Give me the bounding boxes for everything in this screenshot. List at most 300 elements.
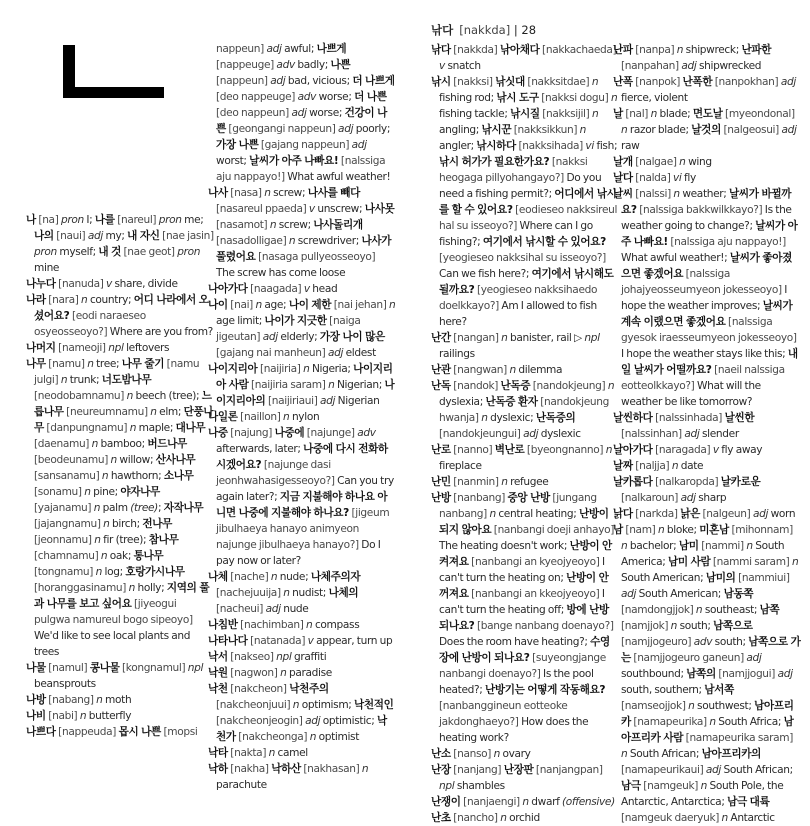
entry-headword: 나타나다 — [208, 635, 248, 647]
entry-romanization: [myeondonal] — [722, 108, 795, 120]
entry-romanization: [naillon] — [237, 411, 284, 423]
entry-definition: compass — [312, 619, 360, 631]
entry-headword: 버드나무 — [147, 438, 187, 450]
dictionary-entry — [431, 810, 619, 826]
entry-headword: 벽난로 — [494, 444, 525, 456]
entry-definition: ovary — [499, 748, 531, 760]
entry-romanization: [nasareul ppaeda] — [216, 203, 309, 215]
entry-part-of-speech: n — [389, 299, 396, 311]
entry-definition: bad, vicious; — [285, 75, 353, 87]
entry-part-of-speech: v — [439, 60, 445, 72]
entry-headword: 낙천가 — [216, 715, 387, 743]
entry-definition: screwdriver; — [295, 235, 362, 247]
entry-headword: 나일론 — [208, 411, 238, 423]
entry-headword: 지역의 풀과 나무를 보고 싶어요 — [34, 582, 210, 610]
entry-part-of-speech: n — [621, 748, 628, 760]
entry-part-of-speech: adv — [693, 636, 713, 648]
entry-definition: What will the weather be like tomorrow? — [621, 380, 761, 408]
entry-romanization: [nasadolligae] — [216, 235, 289, 247]
entry-part-of-speech: n — [303, 363, 310, 375]
entry-headword: 남서쪽 — [704, 684, 734, 696]
entry-romanization: [nagwon] — [227, 667, 281, 679]
entry-romanization: [naeil nalssiga eotteolkkayo?] — [621, 364, 785, 392]
entry-romanization: [namjjogui] — [715, 668, 778, 680]
entry-definition: country; — [87, 294, 134, 306]
entry-part-of-speech: (offensive) — [562, 796, 615, 808]
entry-romanization: [nanbang] — [450, 492, 508, 504]
entry-romanization: [nalssi] — [632, 188, 674, 200]
entry-romanization: [yeogieseo nakksihaedo doelkkayo?] — [439, 284, 598, 312]
entry-romanization: [nandokjeung hwanja] — [439, 396, 610, 424]
entry-romanization: [jajangnamu] — [34, 518, 104, 530]
entry-headword: 난방 — [431, 492, 451, 504]
entry-romanization: [chamnamu] — [34, 550, 101, 562]
entry-headword: 나누다 — [26, 278, 56, 290]
entry-romanization: [nancho] — [450, 812, 501, 824]
entry-part-of-speech: adj — [351, 139, 367, 151]
entry-definition: pine; — [90, 486, 121, 498]
entry-definition: optimistic; — [320, 715, 377, 727]
dictionary-entry — [26, 212, 214, 276]
entry-part-of-speech: n — [268, 747, 275, 759]
entry-part-of-speech: n — [95, 566, 102, 578]
entry-headword: 난로 — [431, 444, 451, 456]
dictionary-entry — [431, 74, 619, 330]
entry-part-of-speech: n — [292, 699, 300, 711]
entry-definition: butterfly — [86, 710, 132, 722]
entry-romanization: [yeogieseo nakksihal su isseoyo?] — [439, 252, 606, 264]
entry-definition: my; — [102, 230, 128, 242]
entry-definition: blade; — [656, 108, 693, 120]
dictionary-entry — [431, 42, 619, 74]
entry-definition: Am I allowed to fish here? — [439, 300, 597, 328]
entry-romanization: [nakksikkun] — [511, 124, 580, 136]
running-head-separator: | — [513, 23, 518, 37]
entry-headword: 면도날 — [692, 108, 723, 120]
entry-headword: 나중에 다시 전화하시겠어요? — [216, 443, 388, 471]
dictionary-entry — [208, 185, 396, 281]
entry-definition: South American; — [636, 588, 724, 600]
entry-definition: southbound; — [621, 668, 687, 680]
entry-romanization: [nandokjeung] — [530, 380, 608, 392]
entry-romanization: [nanjangpan] — [533, 764, 603, 776]
entry-headword: 미혼남 — [699, 524, 729, 536]
dictionary-entry — [431, 490, 619, 746]
entry-definition: weather; — [679, 188, 730, 200]
entry-romanization: [nalda] — [632, 172, 673, 184]
entry-romanization: [nammi] — [698, 540, 747, 552]
entry-part-of-speech: n — [650, 108, 657, 120]
entry-headword: 야자나무 — [120, 486, 160, 498]
entry-headword: 날씨가 바뀔까요? — [621, 188, 792, 216]
entry-romanization: [nakcheonga] — [235, 731, 310, 743]
entry-romanization: [deo nappeun] — [216, 107, 292, 119]
entry-romanization: [sonamu] — [34, 486, 85, 498]
entry-headword: 나사를 빼다 — [307, 187, 360, 199]
entry-definition: badly; — [294, 59, 331, 71]
dictionary-entry — [613, 522, 801, 826]
entry-part-of-speech: n — [657, 524, 665, 536]
entry-headword: 가장 나쁜 — [216, 139, 259, 151]
entry-part-of-speech: n — [621, 124, 628, 136]
entry-part-of-speech: n — [328, 379, 335, 391]
entry-headword: 나 — [26, 214, 36, 226]
entry-romanization: [najunge] — [304, 427, 358, 439]
dictionary-entry — [613, 186, 801, 410]
entry-headword: 날씬한 — [724, 412, 755, 424]
entry-part-of-speech: adv — [357, 427, 376, 439]
entry-definition: orchid — [506, 812, 540, 824]
entry-definition: me; — [181, 214, 204, 226]
entry-romanization: [nasa] — [227, 187, 265, 199]
entry-definition: nude; — [277, 571, 311, 583]
entry-part-of-speech: n — [791, 556, 799, 568]
entry-headword: 나물 — [26, 662, 46, 674]
entry-part-of-speech: n — [91, 438, 98, 450]
entry-headword: 중앙 난방 — [507, 492, 550, 504]
entry-part-of-speech: n — [306, 619, 313, 631]
entry-romanization: [nae jasin] — [159, 230, 214, 242]
entry-headword: 난파 — [613, 44, 633, 56]
dictionary-entry — [208, 297, 396, 361]
entry-part-of-speech: n — [579, 124, 586, 136]
entry-romanization: [neodobamnamu] — [34, 390, 127, 402]
entry-headword: 낚시꾼 — [481, 124, 512, 136]
entry-romanization: [namdongjjok] — [621, 604, 696, 616]
entry-romanization: [nalssiga gyesok iraesseumyeon jokesseoyo] — [621, 316, 797, 344]
entry-romanization: [nae geot] — [120, 246, 178, 258]
entry-part-of-speech: adj — [523, 428, 539, 440]
entry-romanization: [namjjogeuro ganeun] — [630, 652, 747, 664]
entry-definition: trunk; — [67, 374, 102, 386]
entry-part-of-speech: n — [522, 796, 529, 808]
dictionary-entry — [431, 762, 619, 794]
entry-headword: 남쪽으로 가는 — [621, 636, 801, 664]
entry-definition: worn — [768, 508, 796, 520]
entry-headword: 난파한 — [741, 44, 772, 56]
entry-romanization: [kongnamul] — [119, 662, 188, 674]
entry-part-of-speech: adj — [746, 652, 762, 664]
entry-definition: railings — [439, 348, 475, 360]
entry-headword: 나의 — [34, 230, 54, 242]
dictionary-entry — [613, 170, 801, 186]
entry-part-of-speech: adj — [320, 395, 336, 407]
entry-headword: 난방이 안 켜져요 — [439, 540, 612, 568]
entry-headword: 난폭 — [613, 76, 633, 88]
entry-part-of-speech: adj — [777, 668, 793, 680]
entry-romanization: [nappeuda] — [55, 726, 119, 738]
entry-romanization: [nara] — [45, 294, 82, 306]
entry-romanization: [nanjaengi] — [460, 796, 523, 808]
entry-part-of-speech: (tree) — [130, 502, 158, 514]
entry-headword: 난독 — [431, 380, 451, 392]
entry-headword: 나중에 — [274, 427, 305, 439]
entry-definition: The heating doesn't work; — [439, 540, 570, 552]
entry-part-of-speech: adj — [305, 715, 321, 727]
entry-definition: dilemma — [515, 364, 563, 376]
entry-romanization: [nachejuuija] — [216, 587, 284, 599]
entry-romanization: [nanbanggineun eotteoke jakdonghaeyo?] — [439, 700, 568, 728]
entry-definition: ; — [157, 502, 164, 514]
entry-definition: I can't turn the heating off; — [439, 588, 605, 616]
entry-romanization: [byeongnanno] — [524, 444, 606, 456]
entry-part-of-speech: n — [621, 540, 628, 552]
entry-definition: banister, rail ▷ — [507, 332, 585, 344]
entry-headword: 느릅나무 — [34, 390, 212, 418]
entry-definition: South America; — [621, 540, 785, 568]
entry-part-of-speech: v — [303, 283, 310, 295]
entry-headword: 남극 — [621, 780, 641, 792]
entry-headword: 나라 — [26, 294, 46, 306]
entry-definition: Where can I go fishing?; — [439, 220, 593, 248]
entry-part-of-speech: n — [93, 502, 101, 514]
entry-romanization: [eodi naraeseo osyeosseoyo?] — [34, 310, 146, 338]
entry-definition: South Pole, the Antarctic, Antarctica; — [621, 780, 784, 808]
entry-romanization: [najung] — [227, 427, 275, 439]
entry-headword: 난독증의 — [535, 412, 576, 424]
entry-definition: moth — [102, 694, 132, 706]
entry-romanization: [neureumnamu] — [63, 406, 151, 418]
entry-part-of-speech: n — [709, 716, 716, 728]
entry-headword: 날다 — [613, 172, 633, 184]
dictionary-entry — [26, 708, 214, 724]
entry-headword: 나이지리아 사람 — [216, 363, 393, 391]
entry-romanization: [naijiria] — [257, 363, 304, 375]
entry-headword: 난방기는 어떻게 작동해요? — [485, 684, 606, 696]
entry-headword: 난장판 — [503, 764, 534, 776]
entry-definition: fir (tree); — [100, 534, 149, 546]
entry-definition: myself; — [56, 246, 99, 258]
entry-part-of-speech: n — [94, 534, 101, 546]
dictionary-entry — [431, 474, 619, 490]
entry-part-of-speech: n — [676, 44, 684, 56]
entry-headword: 날것의 — [691, 124, 721, 136]
entry-headword: 날씨가 아주 나빠요! — [621, 220, 798, 248]
entry-part-of-speech: n — [721, 812, 728, 824]
entry-definition: tree; — [93, 358, 122, 370]
entry-headword: 난방이 안 꺼져요 — [439, 572, 609, 600]
entry-definition: poorly; — [353, 123, 391, 135]
entry-headword: 남아프리카 사람 — [621, 716, 794, 744]
entry-headword: 난민 — [431, 476, 451, 488]
entry-headword: 낙천적인 — [354, 699, 394, 711]
entry-romanization: [nachimban] — [237, 619, 307, 631]
entry-headword: 난간 — [431, 332, 451, 344]
entry-romanization: [nanso] — [450, 748, 494, 760]
entry-definition: head — [309, 283, 338, 295]
entry-headword: 나이가 지긋한 — [264, 315, 327, 327]
entry-part-of-speech: n — [688, 700, 695, 712]
entry-part-of-speech: n — [481, 412, 488, 424]
entry-headword: 자작나무 — [163, 502, 204, 514]
entry-definition: I hope the weather stays like this; — [621, 348, 788, 360]
entry-romanization: [naijiria saram] — [248, 379, 329, 391]
page-number: 28 — [521, 23, 537, 37]
entry-definition: worst; — [216, 155, 250, 167]
entry-romanization: [nakcheonjuui] — [216, 699, 293, 711]
entry-headword: 가장 나이 많은 — [319, 331, 385, 343]
entry-headword: 남미 사람 — [668, 556, 711, 568]
entry-headword: 참나무 — [148, 534, 179, 546]
dictionary-entry — [208, 617, 396, 633]
entry-headword: 난관 — [431, 364, 451, 376]
entry-definition: south; — [677, 620, 714, 632]
entry-part-of-speech: pron — [158, 214, 182, 226]
dictionary-entry — [208, 745, 396, 761]
entry-definition: Can you try again later?; — [216, 475, 394, 503]
entry-part-of-speech: n — [679, 156, 686, 168]
entry-part-of-speech: n — [81, 294, 88, 306]
entry-romanization: [nalssinhada] — [652, 412, 725, 424]
entry-definition: What awful weather! — [284, 171, 391, 183]
entry-headword: 남 — [613, 524, 623, 536]
entry-part-of-speech: n — [128, 582, 135, 594]
entry-romanization: [nakksitdae] — [524, 76, 592, 88]
entry-part-of-speech: n — [150, 406, 157, 418]
dictionary-entry — [208, 41, 396, 185]
entry-romanization: [namapeurika saram] — [683, 732, 794, 744]
entry-romanization: [najunge dasi jeonhwahasigesseoyo?] — [216, 459, 335, 487]
entry-headword: 건강이 나쁜 — [216, 107, 387, 135]
entry-definition: bamboo; — [97, 438, 148, 450]
entry-romanization: [nakkda] — [450, 44, 500, 56]
entry-romanization: [narkda] — [632, 508, 681, 520]
entry-part-of-speech: n — [591, 108, 599, 120]
entry-romanization: [nakksi] — [450, 76, 496, 88]
entry-part-of-speech: n — [671, 460, 679, 472]
entry-romanization: [nal] — [622, 108, 651, 120]
entry-definition: refugee — [507, 476, 549, 488]
entry-romanization: [namjjok] — [621, 620, 671, 632]
entry-headword: 낚싯대 — [495, 76, 525, 88]
entry-romanization: [beodeunamu] — [34, 454, 111, 466]
hangul-nieun-letter-icon — [63, 45, 164, 98]
dictionary-entry — [613, 154, 801, 170]
entry-headword: 날카롭다 — [613, 476, 653, 488]
entry-part-of-speech: n — [501, 476, 508, 488]
entry-part-of-speech: adj — [680, 492, 696, 504]
entry-headword: 나방 — [26, 694, 46, 706]
entry-definition: south, southern; — [621, 684, 705, 696]
entry-part-of-speech: n — [280, 667, 287, 679]
entry-romanization: [nalssiga bakkwilkkayo?] — [636, 204, 763, 216]
entry-part-of-speech: adj — [752, 508, 769, 520]
running-head-headword: 낚다 — [431, 23, 454, 37]
entry-definition: raw — [621, 140, 640, 152]
entry-definition: screw; — [276, 219, 314, 231]
entry-romanization: [nalgae] — [632, 156, 680, 168]
entry-romanization: [nache] — [227, 571, 271, 583]
entry-romanization: [nanbangi an kyeojyeoyo] — [468, 556, 600, 568]
entry-headword: 어디에서 낚시를 할 수 있어요? — [439, 188, 617, 216]
entry-part-of-speech: n — [79, 710, 87, 722]
dictionary-entry — [431, 378, 619, 442]
entry-headword: 난독증 — [500, 380, 531, 392]
entry-definition: camel — [275, 747, 308, 759]
entry-headword: 나비 — [26, 710, 46, 722]
entry-romanization: [yajanamu] — [34, 502, 94, 514]
entry-part-of-speech: adj — [265, 603, 281, 615]
entry-part-of-speech: npl — [439, 780, 455, 792]
entry-romanization: [nalkaroun] — [621, 492, 681, 504]
entry-headword: 날씨가 계속 이랬으면 좋겠어요 — [621, 300, 793, 328]
entry-headword: 나아가다 — [208, 283, 248, 295]
entry-headword: 나체주의자 — [310, 571, 361, 583]
entry-headword: 낙타 — [208, 747, 228, 759]
entry-headword: 난방이 되지 않아요 — [439, 508, 609, 536]
dictionary-entry — [208, 361, 396, 409]
entry-romanization: [nakkachaeda] — [539, 44, 617, 56]
entry-headword: 날개 — [613, 156, 633, 168]
entry-part-of-speech: n — [610, 92, 618, 104]
entry-definition: southeast; — [702, 604, 760, 616]
entry-definition: Is the pool heated?; — [439, 668, 594, 696]
entry-romanization: [nakksijil] — [539, 108, 592, 120]
entry-romanization: [nakcheonjeogin] — [216, 715, 306, 727]
entry-headword: 남극 대륙 — [727, 796, 770, 808]
entry-headword: 날카로운 — [720, 476, 761, 488]
entry-definition: share, divide — [111, 278, 178, 290]
entry-definition: hawthorn; — [108, 470, 164, 482]
entry-headword: 소나무 — [163, 470, 194, 482]
entry-headword: 내 자신 — [127, 230, 160, 242]
entry-part-of-speech: n — [288, 235, 296, 247]
entry-definition: age limit; — [216, 315, 265, 327]
entry-definition: South African; — [721, 764, 793, 776]
entry-romanization: [nanpa] — [632, 44, 677, 56]
entry-definition: dyslexic — [538, 428, 581, 440]
dictionary-entry — [208, 281, 396, 297]
dictionary-entry — [208, 425, 396, 569]
entry-part-of-speech: adj — [87, 230, 103, 242]
entry-headword: 나무 — [26, 358, 46, 370]
entry-headword: 남아프리카의 — [701, 748, 761, 760]
entry-part-of-speech: v — [307, 635, 314, 647]
entry-part-of-speech: n — [100, 550, 108, 562]
entry-definition: palm — [100, 502, 131, 514]
dictionary-entry — [613, 506, 801, 522]
entry-part-of-speech: n — [255, 299, 262, 311]
entry-romanization: [nakksi dogu] — [538, 92, 611, 104]
entry-romanization: [horanggasinamu] — [34, 582, 129, 594]
entry-romanization: [namu] — [45, 358, 88, 370]
entry-definition: I can't turn the heating on; — [439, 556, 605, 584]
entry-part-of-speech: n — [269, 219, 277, 231]
entry-romanization: [daenamu] — [34, 438, 92, 450]
entry-headword: 날씬하다 — [613, 412, 653, 424]
entry-headword: 난폭한 — [682, 76, 713, 88]
entry-definition: Nigerian; — [334, 379, 385, 391]
entry-definition: angling; — [439, 124, 482, 136]
entry-part-of-speech: adj — [684, 428, 700, 440]
entry-headword: 나사못 — [364, 203, 395, 215]
entry-romanization: [nabi] — [45, 710, 80, 722]
entry-romanization: [nai] — [227, 299, 256, 311]
entry-definition: fish; — [593, 140, 618, 152]
entry-part-of-speech: n — [96, 694, 103, 706]
dictionary-entry — [613, 458, 801, 474]
entry-headword: 나사 — [208, 187, 228, 199]
entry-part-of-speech: vi — [673, 172, 682, 184]
entry-romanization: [nacheui] — [216, 603, 266, 615]
entry-definition: The screw has come loose — [216, 267, 346, 279]
dictionary-entry — [613, 42, 801, 74]
entry-romanization: [nanpokhan] — [712, 76, 781, 88]
entry-part-of-speech: n — [126, 390, 133, 402]
entry-romanization: [namapeurika] — [630, 716, 710, 728]
entry-definition: fierce, violent — [621, 92, 688, 104]
entry-part-of-speech: vi — [585, 140, 594, 152]
